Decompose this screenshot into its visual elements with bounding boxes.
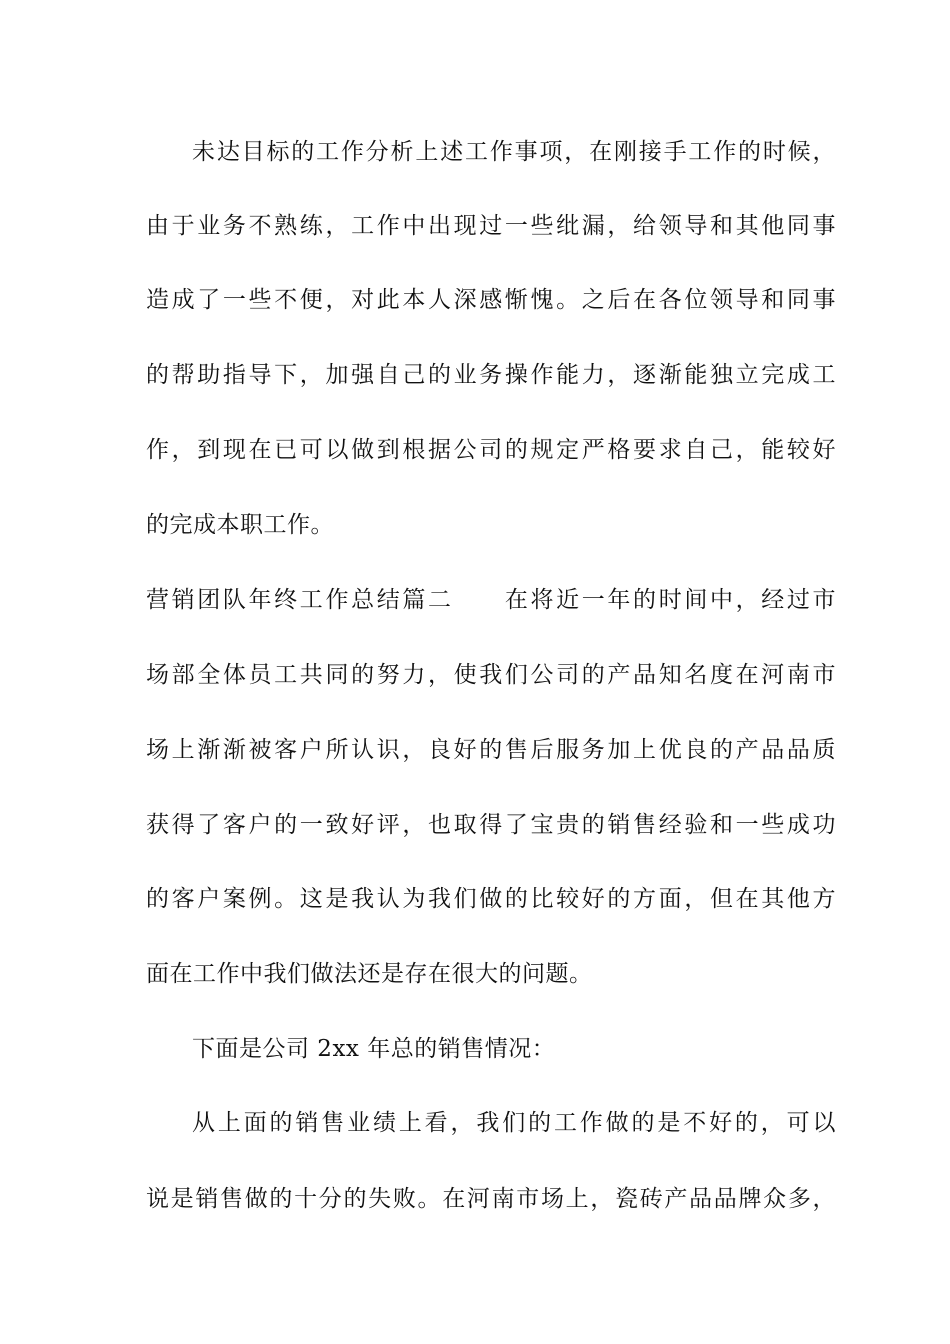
text-line-11: 的客户案例。这是我认为我们做的比较好的方面，但在其他方 xyxy=(146,886,836,912)
text-line-13: 下面是公司 2xx 年总的销售情况： xyxy=(192,1036,556,1062)
text-line-3: 造成了一些不便，对此本人深感惭愧。之后在各位领导和同事 xyxy=(146,287,836,313)
text-line-12: 面在工作中我们做法还是存在很大的问题。 xyxy=(146,961,593,987)
text-line-8: 场部全体员工共同的努力，使我们公司的产品知名度在河南市 xyxy=(146,662,836,688)
section-heading-line: 营销团队年终工作总结篇二 在将近一年的时间中，经过市 xyxy=(146,587,836,613)
text-line-15: 说是销售做的十分的失败。在河南市场上，瓷砖产品品牌众多， xyxy=(146,1186,836,1212)
text-line-14: 从上面的销售业绩上看，我们的工作做的是不好的，可以 xyxy=(192,1110,836,1136)
text-line-9: 场上渐渐被客户所认识，良好的售后服务加上优良的产品品质 xyxy=(146,737,836,763)
text-line-6: 的完成本职工作。 xyxy=(146,512,334,538)
text-line-2: 由于业务不熟练，工作中出现过一些纰漏，给领导和其他同事 xyxy=(146,213,836,239)
text-line-10: 获得了客户的一致好评，也取得了宝贵的销售经验和一些成功 xyxy=(146,812,836,838)
text-line-4: 的帮助指导下，加强自己的业务操作能力，逐渐能独立完成工 xyxy=(146,362,836,388)
text-line-5: 作，到现在已可以做到根据公司的规定严格要求自己，能较好 xyxy=(146,437,836,463)
text-line-1: 未达目标的工作分析上述工作事项，在刚接手工作的时候， xyxy=(192,139,836,165)
